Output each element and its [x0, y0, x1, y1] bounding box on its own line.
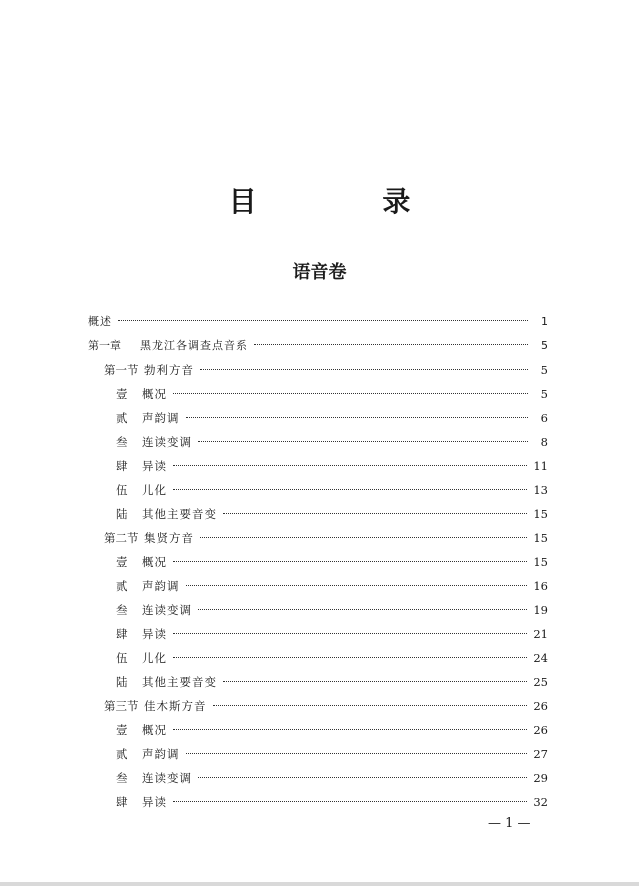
dot-leader — [186, 585, 528, 586]
dot-leader — [173, 393, 528, 394]
dot-leader — [173, 729, 527, 730]
toc-entry-page-number: 27 — [533, 747, 548, 761]
toc-entry[interactable] — [88, 694, 548, 718]
toc-entry[interactable] — [88, 598, 548, 622]
toc-entry-label: 集贤方音 — [144, 531, 194, 545]
toc-entry-page-number: 8 — [540, 435, 548, 449]
dot-leader — [118, 320, 528, 321]
toc-entry-label: 概况 — [142, 555, 167, 569]
volume-subtitle: 语音卷 — [292, 262, 347, 283]
dot-leader — [223, 513, 527, 514]
toc-entry[interactable] — [88, 670, 548, 694]
toc-entry-label: 概述 — [88, 315, 112, 328]
toc-entry-label: 勃利方音 — [144, 363, 194, 377]
toc-entry-marker: 肆 — [116, 459, 128, 473]
dot-leader — [186, 753, 528, 754]
toc-entry[interactable] — [88, 742, 548, 766]
toc-entry-label: 其他主要音变 — [142, 507, 217, 521]
toc-entry-page-number: 25 — [533, 675, 548, 689]
toc-entry-page-number: 26 — [533, 699, 548, 713]
toc-entry-marker: 壹 — [116, 387, 128, 401]
toc-entry-page-number: 1 — [541, 315, 548, 328]
toc-entry-marker: 第一章 — [88, 339, 121, 352]
toc-entry-marker: 贰 — [116, 411, 128, 425]
toc-entry-label: 连读变调 — [142, 603, 192, 617]
dot-leader — [200, 369, 528, 370]
toc-entry[interactable] — [88, 574, 548, 598]
toc-entry-page-number: 15 — [533, 531, 548, 545]
toc-entry-label: 概况 — [142, 387, 167, 401]
toc-entry-page-number: 29 — [533, 771, 548, 785]
toc-entry-marker: 陆 — [116, 507, 128, 521]
toc-entry-label: 连读变调 — [142, 435, 192, 449]
toc-entry-label: 声韵调 — [142, 411, 180, 425]
toc-entry[interactable] — [88, 382, 548, 406]
toc-entry[interactable] — [88, 550, 548, 574]
toc-entry-page-number: 15 — [533, 507, 548, 521]
dot-leader — [223, 681, 527, 682]
toc-entry[interactable] — [88, 646, 548, 670]
toc-entry[interactable] — [88, 334, 548, 358]
toc-entry-marker: 壹 — [116, 555, 128, 569]
toc-entry-page-number: 32 — [533, 795, 548, 809]
toc-entry-page-number: 24 — [533, 651, 548, 665]
toc-entry[interactable] — [88, 526, 548, 550]
toc-entry[interactable] — [88, 478, 548, 502]
toc-entry[interactable] — [88, 358, 548, 382]
toc-entry-page-number: 16 — [533, 579, 548, 593]
toc-entry-marker: 陆 — [116, 675, 128, 689]
toc-entry-marker: 贰 — [116, 747, 128, 761]
toc-entry-page-number: 26 — [533, 723, 548, 737]
page-number-footer: — 1 — — [488, 816, 531, 831]
toc-entry-label: 其他主要音变 — [142, 675, 217, 689]
dot-leader — [173, 561, 527, 562]
toc-entry-label: 连读变调 — [142, 771, 192, 785]
toc-entry-label: 概况 — [142, 723, 167, 737]
toc-entry-label: 异读 — [142, 795, 167, 809]
toc-entry-marker: 叁 — [116, 771, 128, 785]
dot-leader — [213, 705, 528, 706]
toc-entry-label: 儿化 — [142, 651, 167, 665]
toc-entry[interactable] — [88, 622, 548, 646]
toc-entry-page-number: 5 — [540, 387, 548, 401]
toc-entry[interactable] — [88, 502, 548, 526]
toc-entry-marker: 叁 — [116, 603, 128, 617]
toc-entry-marker: 壹 — [116, 723, 128, 737]
toc-entry[interactable] — [88, 790, 548, 814]
dot-leader — [186, 417, 529, 418]
dot-leader — [198, 609, 527, 610]
toc-entry-page-number: 13 — [533, 483, 548, 497]
dot-leader — [173, 633, 527, 634]
toc-entry-page-number: 5 — [541, 339, 548, 352]
toc-entry-page-number: 11 — [533, 459, 548, 473]
toc-entry-marker: 贰 — [116, 579, 128, 593]
toc-entry[interactable] — [88, 718, 548, 742]
toc-entry-page-number: 15 — [533, 555, 548, 569]
toc-entry-marker: 第二节 — [104, 531, 139, 545]
bottom-edge — [0, 882, 639, 886]
toc-entry-marker: 叁 — [116, 435, 128, 449]
toc-entry[interactable] — [88, 430, 548, 454]
toc-entry-page-number: 5 — [540, 363, 548, 377]
table-of-contents — [88, 310, 548, 814]
dot-leader — [198, 441, 528, 442]
toc-entry-label: 声韵调 — [142, 747, 180, 761]
toc-entry-page-number: 19 — [533, 603, 548, 617]
dot-leader — [173, 657, 527, 658]
toc-entry-page-number: 6 — [540, 411, 548, 425]
toc-entry[interactable] — [88, 406, 548, 430]
toc-entry-marker: 伍 — [116, 651, 128, 665]
toc-entry[interactable] — [88, 454, 548, 478]
toc-entry-label: 佳木斯方音 — [144, 699, 207, 713]
dot-leader — [198, 777, 527, 778]
toc-entry-label: 黑龙江各调查点音系 — [140, 339, 248, 352]
toc-entry-label: 声韵调 — [142, 579, 180, 593]
toc-entry-marker: 伍 — [116, 483, 128, 497]
toc-entry[interactable] — [88, 310, 548, 334]
toc-entry-marker: 第三节 — [104, 699, 139, 713]
toc-entry-label: 异读 — [142, 459, 167, 473]
dot-leader — [200, 537, 527, 538]
toc-entry-marker: 肆 — [116, 795, 128, 809]
toc-entry-label: 儿化 — [142, 483, 167, 497]
toc-entry[interactable] — [88, 766, 548, 790]
dot-leader — [173, 801, 527, 802]
dot-leader — [173, 465, 527, 466]
toc-entry-page-number: 21 — [533, 627, 548, 641]
toc-entry-label: 异读 — [142, 627, 167, 641]
page-title: 目 录 — [228, 185, 469, 218]
dot-leader — [254, 344, 528, 345]
dot-leader — [173, 489, 527, 490]
toc-entry-marker: 第一节 — [104, 363, 139, 377]
toc-entry-marker: 肆 — [116, 627, 128, 641]
